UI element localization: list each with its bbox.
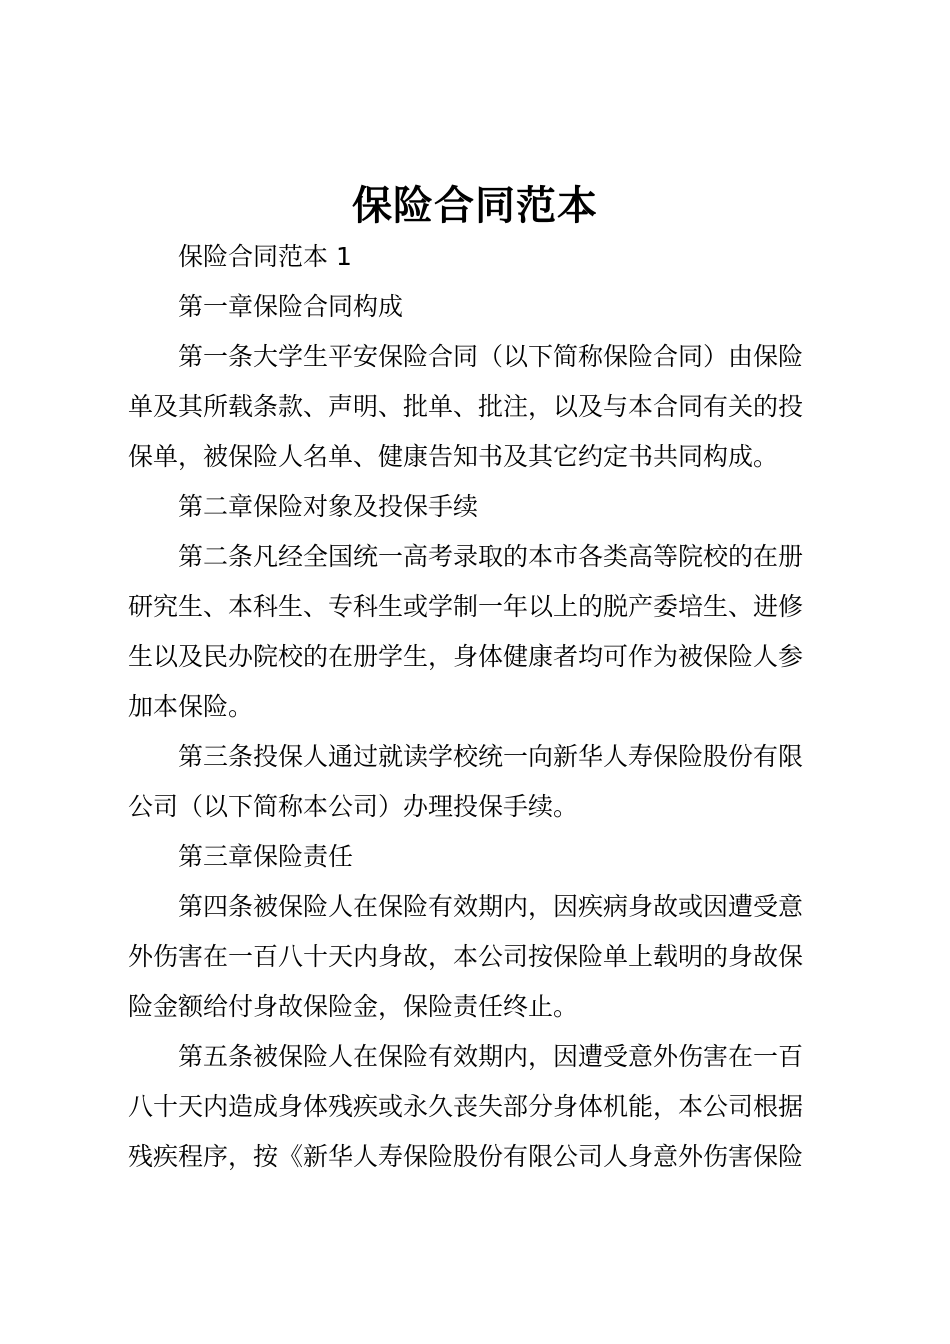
text-line: 第四条被保险人在保险有效期内，因疾病身故或因遭受意 — [178, 892, 804, 921]
text-line: 第二条凡经全国统一高考录取的本市各类高等院校的在册 — [178, 542, 804, 571]
chapter-heading: 第三章保险责任 — [178, 842, 354, 871]
text-line: 研究生、本科生、专科生或学制一年以上的脱产委培生、进修 — [128, 592, 804, 621]
chapter-heading: 第二章保险对象及投保手续 — [178, 492, 479, 521]
text-line: 保单，被保险人名单、健康告知书及其它约定书共同构成。 — [128, 442, 779, 471]
document-body — [128, 232, 832, 1182]
text-line: 第一条大学生平安保险合同（以下简称保险合同）由保险 — [178, 342, 804, 371]
chapter-heading: 第一章保险合同构成 — [178, 292, 404, 321]
text-line: 外伤害在一百八十天内身故，本公司按保险单上载明的身故保 — [128, 942, 804, 971]
text-line: 第五条被保险人在保险有效期内，因遭受意外伤害在一百 — [178, 1042, 804, 1071]
text-line: 八十天内造成身体残疾或永久丧失部分身体机能，本公司根据 — [128, 1092, 804, 1121]
text-line: 单及其所载条款、声明、批单、批注，以及与本合同有关的投 — [128, 392, 804, 421]
document-title: 保险合同范本 — [352, 183, 598, 229]
text-line: 生以及民办院校的在册学生，身体健康者均可作为被保险人参 — [128, 642, 804, 671]
text-line: 保险合同范本 1 — [178, 242, 352, 271]
text-line: 险金额给付身故保险金，保险责任终止。 — [128, 992, 579, 1021]
text-line: 第三条投保人通过就读学校统一向新华人寿保险股份有限 — [178, 742, 804, 771]
text-line: 公司（以下简称本公司）办理投保手续。 — [128, 792, 579, 821]
text-line: 残疾程序，按《新华人寿保险股份有限公司人身意外伤害保险 — [128, 1142, 804, 1171]
text-line: 加本保险。 — [128, 692, 254, 721]
